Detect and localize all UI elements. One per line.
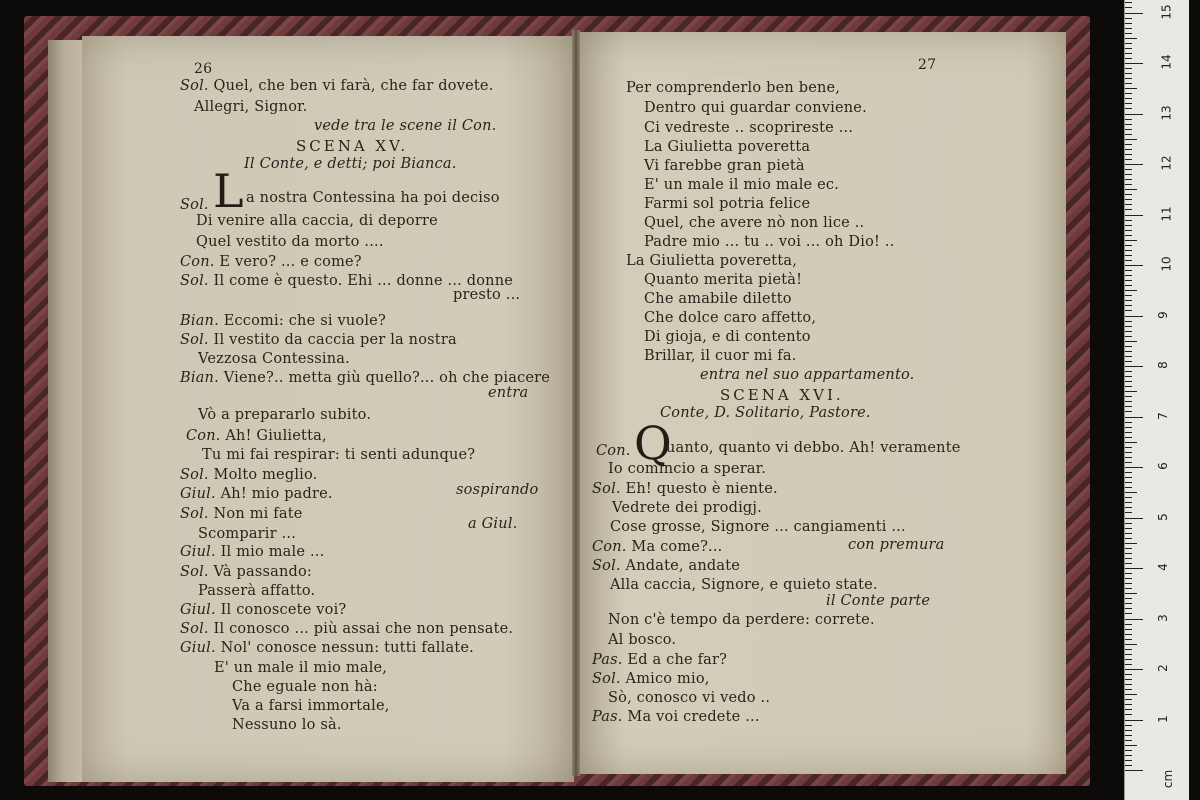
line-text: Eccomi: che si vuole? (223, 313, 386, 329)
ruler-tick (1125, 68, 1132, 69)
ruler-tick (1125, 326, 1132, 327)
ruler-tick (1125, 644, 1137, 645)
speaker: Sol. (180, 506, 209, 522)
ruler-tick (1125, 598, 1132, 599)
speaker: Sol. (592, 558, 621, 574)
ruler-tick (1125, 290, 1137, 291)
line: E' un male il mio male, (214, 660, 388, 676)
ruler-tick (1125, 220, 1132, 221)
ruler-tick (1125, 755, 1132, 756)
ruler-tick (1125, 634, 1132, 635)
ruler-tick (1125, 684, 1132, 685)
book-gutter (572, 30, 580, 776)
line-text: Ah! mio padre. (220, 486, 333, 502)
line (592, 709, 760, 725)
ruler-tick (1125, 654, 1132, 655)
ruler-tick (1125, 704, 1132, 705)
stage-direction: a Giul. (468, 516, 518, 532)
speaker: Giul. (180, 640, 216, 656)
ruler-tick (1125, 386, 1132, 387)
ruler-tick (1125, 411, 1132, 412)
ruler-tick (1125, 568, 1143, 569)
ruler-tick (1125, 209, 1132, 210)
ruler-tick (1125, 538, 1132, 539)
stage-direction: vede tra le scene il Con. (314, 118, 497, 134)
ruler-tick (1125, 124, 1132, 125)
line: Ci vedreste .. scoprireste ... (644, 120, 854, 136)
ruler-number: 8 (1155, 361, 1170, 369)
ruler-tick (1125, 58, 1132, 59)
ruler-tick (1125, 189, 1137, 190)
ruler-tick (1125, 482, 1132, 483)
ruler-tick (1125, 285, 1132, 286)
ruler-tick (1125, 770, 1143, 771)
ruler-tick (1125, 33, 1132, 34)
line (592, 481, 778, 497)
ruler-tick (1125, 139, 1137, 140)
ruler-number: 11 (1159, 205, 1174, 222)
ruler-tick (1125, 78, 1132, 79)
line (180, 78, 494, 94)
speaker: Sol. (592, 671, 621, 687)
ruler-number: 13 (1159, 104, 1174, 121)
ruler-tick (1125, 507, 1132, 508)
speaker: Bian. (180, 370, 219, 386)
ruler-tick (1125, 391, 1137, 392)
ruler-tick (1125, 518, 1143, 519)
ruler-tick (1125, 295, 1132, 296)
ruler-tick (1125, 699, 1132, 700)
measurement-ruler (1124, 0, 1189, 800)
ruler-tick (1125, 331, 1132, 332)
line: Non c'è tempo da perdere: correte. (608, 612, 875, 628)
line: Padre mio ... tu .. voi ... oh Dio! .. (644, 234, 895, 250)
ruler-tick (1125, 18, 1132, 19)
ruler-number: 3 (1155, 613, 1170, 622)
line-text: Andate, andate (625, 558, 741, 574)
ruler-tick (1125, 583, 1132, 584)
line-text: Viene?.. metta giù quello?... oh che piacere (223, 370, 551, 386)
stage-direction: con premura (848, 537, 945, 553)
ruler-tick (1125, 260, 1132, 261)
line-text: E vero? ... e come? (219, 254, 362, 270)
line (180, 313, 386, 329)
ruler-tick (1125, 401, 1132, 402)
line: Di venire alla caccia, di deporre (196, 213, 438, 229)
line (180, 254, 362, 270)
line: Tu mi fai respirar: ti senti adunque? (202, 447, 476, 463)
line: Quanto merita pietà! (644, 272, 803, 288)
ruler-tick (1125, 321, 1132, 322)
line (180, 640, 474, 656)
line: Nessuno lo sà. (232, 717, 342, 733)
ruler-tick (1125, 760, 1132, 761)
ruler-tick (1125, 427, 1132, 428)
ruler-tick (1125, 750, 1132, 751)
ruler-tick (1125, 114, 1143, 115)
line: Va a farsi immortale, (232, 698, 390, 714)
line-text: Amico mio, (625, 671, 710, 687)
line-text: Quel, che ben vi farà, che far dovete. (213, 78, 494, 94)
line (592, 671, 710, 687)
ruler-tick (1125, 608, 1132, 609)
ruler-tick (1125, 225, 1132, 226)
line (180, 506, 303, 522)
ruler-tick (1125, 88, 1137, 89)
ruler-number: 15 (1159, 3, 1174, 20)
ruler-tick (1125, 674, 1132, 675)
ruler-tick (1125, 765, 1132, 766)
speaker: Sol. (180, 197, 209, 213)
line-text: Ma come?... (631, 539, 723, 555)
line: Vò a prepararlo subito. (198, 407, 372, 423)
line (180, 602, 346, 618)
scene-characters: Conte, D. Solitario, Pastore. (660, 405, 871, 421)
speaker: Con. (186, 428, 221, 444)
ruler-tick (1125, 280, 1132, 281)
ruler-tick (1125, 235, 1132, 236)
ruler-tick (1125, 305, 1132, 306)
ruler-tick (1125, 356, 1132, 357)
ruler-tick (1125, 649, 1132, 650)
line: Vi farebbe gran pietà (644, 158, 805, 174)
line: Quel vestito da morto .... (196, 234, 384, 250)
ruler-tick (1125, 194, 1132, 195)
ruler-tick (1125, 624, 1132, 625)
ruler-tick (1125, 381, 1132, 382)
line: Di gioja, e di contento (644, 329, 811, 345)
line-text: Il vestito da caccia per la nostra (213, 332, 457, 348)
stage-direction: entra nel suo appartamento. (700, 367, 915, 383)
line (180, 564, 312, 580)
line-text: Il conosco ... più assai che non pensate. (213, 621, 514, 637)
stage-direction: entra (488, 385, 529, 401)
ruler-tick (1125, 23, 1132, 24)
ruler-tick (1125, 13, 1143, 14)
ruler-tick (1125, 735, 1132, 736)
ruler-tick (1125, 204, 1132, 205)
ruler-tick (1125, 83, 1132, 84)
ruler-tick (1125, 108, 1132, 109)
line-text: Molto meglio. (213, 467, 318, 483)
ruler-tick (1125, 169, 1132, 170)
line: Scomparir ... (198, 526, 296, 542)
line: Brillar, il cuor mi fa. (644, 348, 797, 364)
line: Vezzosa Contessina. (198, 351, 350, 367)
line (180, 467, 317, 483)
line-text: Và passando: (213, 564, 313, 580)
ruler-number: 6 (1155, 462, 1170, 470)
ruler-tick (1125, 603, 1132, 604)
ruler-tick (1125, 477, 1132, 478)
line: Sò, conosco vi vedo .. (608, 690, 771, 706)
ruler-tick (1125, 664, 1132, 665)
ruler-tick (1125, 53, 1132, 54)
ruler-tick (1125, 548, 1132, 549)
line: Cose grosse, Signore ... cangiamenti ... (610, 519, 906, 535)
ruler-tick (1125, 73, 1132, 74)
line: Che eguale non hà: (232, 679, 378, 695)
line (180, 621, 513, 637)
scene-heading: SCENA XV. (296, 137, 409, 155)
page-number: 27 (918, 57, 937, 73)
ruler-number: 12 (1159, 155, 1174, 171)
ruler-tick (1125, 714, 1132, 715)
ruler-tick (1125, 745, 1137, 746)
line: Vedrete dei prodigj. (612, 500, 762, 516)
ruler-tick (1125, 442, 1137, 443)
ruler-tick (1125, 452, 1132, 453)
line-text: Ed a che far? (627, 652, 728, 668)
line (592, 539, 722, 555)
ruler-tick (1125, 396, 1132, 397)
line-text: Ma voi credete ... (627, 709, 760, 725)
line: Passerà affatto. (198, 583, 316, 599)
ruler-tick (1125, 316, 1143, 317)
speaker: Con. (592, 539, 627, 555)
ruler-tick (1125, 720, 1143, 721)
speaker: Giul. (180, 486, 216, 502)
ruler-number: 7 (1155, 411, 1170, 420)
ruler-tick (1125, 679, 1132, 680)
line: a nostra Contessina ha poi deciso (246, 190, 500, 206)
ruler-tick (1125, 593, 1137, 594)
ruler-tick (1125, 669, 1143, 670)
ruler-tick (1125, 159, 1132, 160)
line: Quel, che avere nò non lice .. (644, 215, 865, 231)
speaker: Sol. (592, 481, 621, 497)
stage-direction: sospirando (456, 482, 539, 498)
ruler-tick (1125, 533, 1132, 534)
ruler-tick (1125, 371, 1132, 372)
ruler-tick (1125, 472, 1132, 473)
ruler-number: 14 (1159, 54, 1174, 70)
ruler-number: 10 (1159, 256, 1174, 272)
ruler-tick (1125, 119, 1132, 120)
ruler-tick (1125, 351, 1132, 352)
ruler-number: 1 (1155, 714, 1170, 723)
speaker: Pas. (592, 652, 623, 668)
speaker: Pas. (592, 709, 623, 725)
ruler-tick (1125, 98, 1132, 99)
ruler-tick (1125, 629, 1132, 630)
ruler-tick (1125, 255, 1132, 256)
ruler-tick (1125, 730, 1132, 731)
ruler-tick (1125, 129, 1132, 130)
ruler-tick (1125, 2, 1132, 3)
line (592, 652, 727, 668)
line: Al bosco. (608, 632, 677, 648)
ruler-tick (1125, 361, 1132, 362)
line-text: Nol' conosce nessun: tutti fallate. (220, 640, 474, 656)
ruler-tick (1125, 487, 1132, 488)
ruler-tick (1125, 376, 1132, 377)
ruler-tick (1125, 174, 1132, 175)
line: uanto, quanto vi debbo. Ah! veramente (666, 440, 961, 456)
line: Per comprenderlo ben bene, (626, 80, 841, 96)
ruler-tick (1125, 240, 1137, 241)
line: La Giulietta poveretta (644, 139, 811, 155)
line: Che amabile diletto (644, 291, 792, 307)
ruler-tick (1125, 447, 1132, 448)
ruler-tick (1125, 563, 1132, 564)
drop-capital: L (213, 164, 244, 218)
ruler-tick (1125, 245, 1132, 246)
ruler-tick (1125, 613, 1132, 614)
ruler-tick (1125, 694, 1137, 695)
ruler-number: 9 (1155, 310, 1170, 319)
line: E' un male il mio male ec. (644, 177, 840, 193)
line: Alla caccia, Signore, e quieto state. (610, 577, 878, 593)
ruler-tick (1125, 341, 1137, 342)
ruler-tick (1125, 300, 1132, 301)
ruler-tick (1125, 689, 1132, 690)
ruler-tick (1125, 7, 1132, 8)
speaker: Con. (596, 443, 631, 459)
ruler-tick (1125, 28, 1132, 29)
ruler-tick (1125, 437, 1132, 438)
ruler-tick (1125, 512, 1132, 513)
speaker: Sol. (180, 467, 209, 483)
ruler-tick (1125, 63, 1143, 64)
ruler-tick (1125, 149, 1132, 150)
ruler-tick (1125, 336, 1132, 337)
ruler-tick (1125, 179, 1132, 180)
ruler-tick (1125, 230, 1132, 231)
ruler-tick (1125, 164, 1143, 165)
ruler-tick (1125, 528, 1132, 529)
ruler-tick (1125, 467, 1143, 468)
ruler-tick (1125, 93, 1132, 94)
ruler-tick (1125, 48, 1132, 49)
line: presto ... (453, 287, 521, 303)
ruler-number: 2 (1155, 664, 1170, 672)
ruler-tick (1125, 709, 1132, 710)
speaker: Con. (180, 254, 215, 270)
speaker: Sol. (180, 78, 209, 94)
line (180, 332, 457, 348)
ruler-tick (1125, 619, 1143, 620)
ruler-tick (1125, 103, 1132, 104)
scene-characters: Il Conte, e detti; poi Bianca. (244, 156, 457, 172)
ruler-tick (1125, 578, 1132, 579)
ruler-tick (1125, 588, 1132, 589)
ruler-tick (1125, 134, 1132, 135)
line-text: Il conoscete voi? (220, 602, 347, 618)
ruler-tick (1125, 43, 1132, 44)
ruler-tick (1125, 523, 1132, 524)
ruler-tick (1125, 215, 1143, 216)
line (186, 428, 327, 444)
speaker: Sol. (180, 332, 209, 348)
ruler-tick (1125, 457, 1132, 458)
line-text: Non mi fate (213, 506, 303, 522)
line (180, 486, 333, 502)
line: Allegri, Signor. (194, 99, 308, 115)
speaker: Giul. (180, 544, 216, 560)
ruler-tick (1125, 199, 1132, 200)
ruler-tick (1125, 310, 1132, 311)
line-text: Il come è questo. Ehi ... donne ... donne (213, 273, 514, 289)
ruler-tick (1125, 38, 1137, 39)
ruler-tick (1125, 346, 1132, 347)
ruler-tick (1125, 250, 1132, 251)
ruler-tick (1125, 725, 1132, 726)
speaker: Sol. (180, 273, 209, 289)
ruler-unit: cm (1161, 769, 1176, 789)
speaker: Sol. (180, 564, 209, 580)
ruler-tick (1125, 406, 1132, 407)
line (180, 544, 324, 560)
ruler-tick (1125, 462, 1132, 463)
ruler-tick (1125, 184, 1132, 185)
ruler-number: 5 (1155, 512, 1170, 521)
stage-direction: il Conte parte (826, 593, 931, 609)
scene-heading: SCENA XVI. (720, 386, 844, 404)
ruler-tick (1125, 366, 1143, 367)
line: La Giulietta poveretta, (626, 253, 798, 269)
line: Che dolce caro affetto, (644, 310, 817, 326)
ruler-tick (1125, 422, 1132, 423)
line-text: Il mio male ... (220, 544, 325, 560)
ruler-tick (1125, 144, 1132, 145)
ruler-tick (1125, 265, 1143, 266)
speaker: Giul. (180, 602, 216, 618)
line: Farmi sol potria felice (644, 196, 811, 212)
ruler-tick (1125, 553, 1132, 554)
line (592, 558, 740, 574)
line-text: Eh! questo è niente. (625, 481, 778, 497)
ruler-tick (1125, 639, 1132, 640)
speaker: Sol. (180, 621, 209, 637)
speaker: Bian. (180, 313, 219, 329)
ruler-tick (1125, 154, 1132, 155)
drop-capital: Q (634, 416, 672, 470)
ruler-tick (1125, 270, 1132, 271)
line: Dentro qui guardar conviene. (644, 100, 867, 116)
line-text: Ah! Giulietta, (225, 428, 327, 444)
line: Io comincio a sperar. (608, 461, 767, 477)
ruler-tick (1125, 740, 1132, 741)
page-number: 26 (194, 61, 213, 77)
line (180, 370, 550, 386)
ruler-tick (1125, 417, 1143, 418)
ruler-tick (1125, 558, 1132, 559)
ruler-tick (1125, 543, 1137, 544)
ruler-tick (1125, 502, 1132, 503)
ruler-number: 4 (1155, 563, 1170, 571)
ruler-tick (1125, 275, 1132, 276)
ruler-tick (1125, 573, 1132, 574)
ruler-tick (1125, 497, 1132, 498)
ruler-tick (1125, 492, 1137, 493)
ruler-tick (1125, 659, 1132, 660)
ruler-tick (1125, 432, 1132, 433)
